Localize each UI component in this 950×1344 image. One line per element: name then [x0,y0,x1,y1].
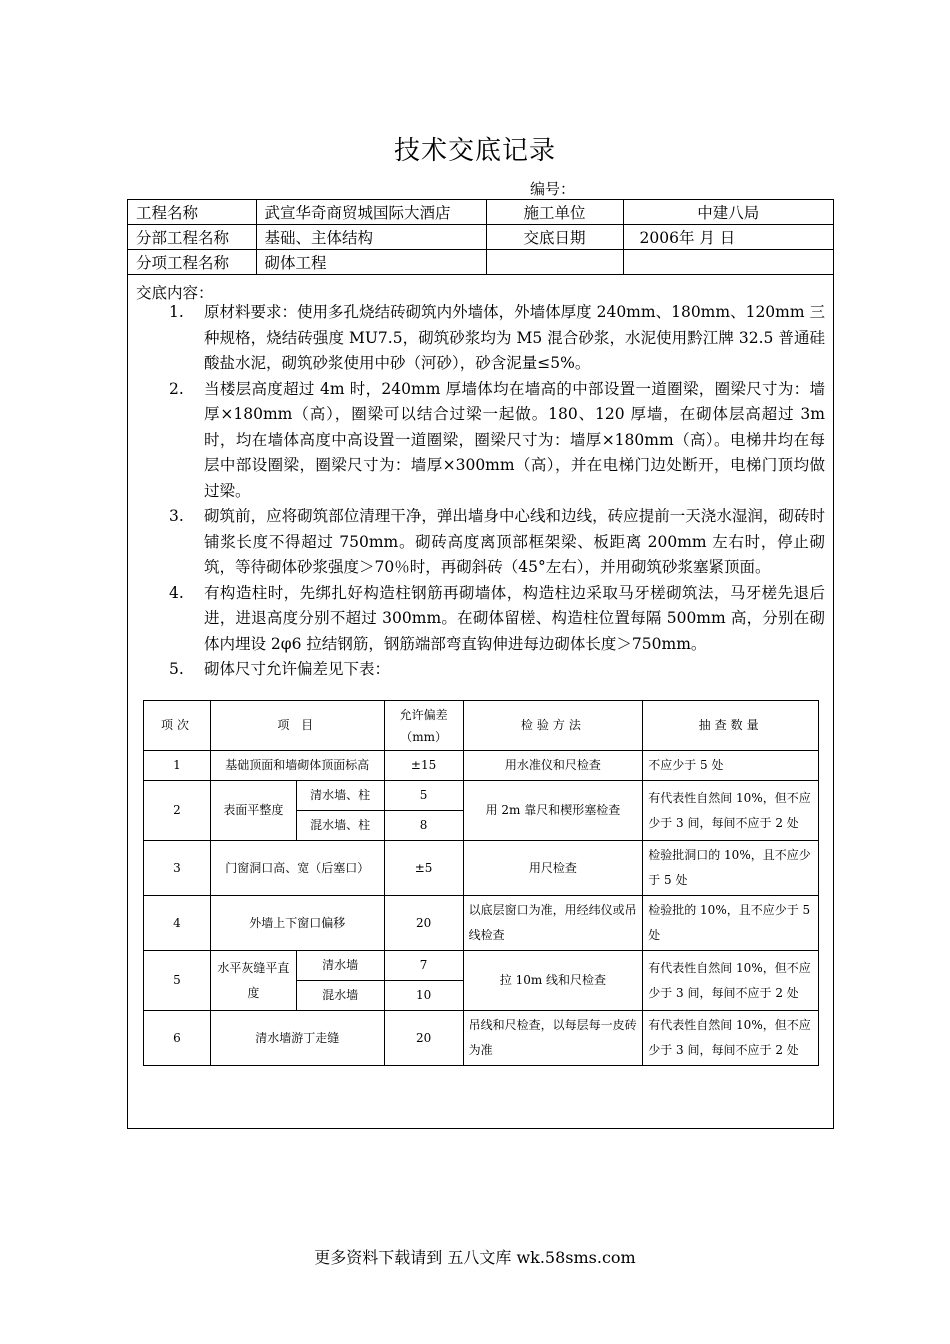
project-name-value: 武宣华奇商贸城国际大酒店 [256,200,486,225]
cell-subitem: 混水墙、柱 [296,811,384,841]
item-text: 砌筑前，应将砌筑部位清理干净，弹出墙身中心线和边线，砖应提前一天浇水湿润，砌砖时铺浆长度不得超过 750mm。砌砖高度离顶部框架梁、板距离 200mm 左右时，停止砌筑，等待砌体砂浆强度＞70％时，再砌斜砖（45°左右），并用砌筑砂浆塞紧顶面。 [204,507,825,576]
table-row [144,951,819,981]
cell-item: 门窗洞口高、宽（后塞口） [210,841,384,896]
item-number: 5. [169,660,184,678]
content-items [128,300,833,683]
header-row [128,200,833,225]
contractor-label: 施工单位 [486,200,623,225]
cell-method: 以底层窗口为准，用经纬仪或吊线检查 [463,896,643,951]
item-number: 1. [169,303,184,321]
content-item [128,657,833,683]
cell-tolerance: 7 [384,951,463,981]
empty-cell [623,250,833,275]
table-header-row [144,701,819,751]
cell-method: 用尺检查 [463,841,643,896]
item-text: 有构造柱时，先绑扎好构造柱钢筋再砌墙体，构造柱边采取马牙槎砌筑法，马牙槎先退后进，进退高度分别不超过 300mm。在砌体留槎、构造柱位置每隔 500mm 高，分别在砌体内埋设 2φ6 拉结钢筋，钢筋端部弯直钩伸进每边砌体长度＞750mm。 [204,583,825,653]
cell-item: 水平灰缝平直度 [210,951,296,1011]
record-frame [127,199,834,1129]
col-header-tolerance: 允许偏差（mm） [384,701,463,751]
project-name-label: 工程名称 [128,200,256,225]
item-number: 3. [169,507,184,525]
cell-tolerance: 20 [384,1011,463,1066]
cell-item: 表面平整度 [210,781,296,841]
item-text: 原材料要求：使用多孔烧结砖砌筑内外墙体，外墙体厚度 240mm、180mm、120mm 三种规格，烧结砖强度 MU7.5，砌筑砂浆均为 M5 混合砂浆，水泥使用黔江牌 32.5 普通硅酸盐水泥，砌筑砂浆使用中砂（河砂），砂含泥量≤5%。 [204,303,825,372]
content-item [128,581,833,658]
cell-no: 5 [144,951,211,1011]
cell-method: 拉 10m 线和尺检查 [463,951,643,1011]
empty-cell [486,250,623,275]
header-row [128,225,833,250]
cell-no: 3 [144,841,211,896]
doc-number-label: 编号： [530,180,576,198]
subitem-label: 分项工程名称 [128,250,256,275]
cell-quantity: 有代表性自然间 10%，但不应少于 3 间，每间不应于 2 处 [643,781,819,841]
cell-item: 基础顶面和墙砌体顶面标高 [210,751,384,781]
cell-tolerance: ±15 [384,751,463,781]
header-row [128,250,833,275]
cell-subitem: 清水墙 [296,951,384,981]
item-text: 砌体尺寸允许偏差见下表： [204,660,391,678]
cell-quantity: 有代表性自然间 10%，但不应少于 3 间，每间不应于 2 处 [643,951,819,1011]
content-item [128,300,833,377]
cell-method: 吊线和尺检查，以每层每一皮砖为准 [463,1011,643,1066]
item-text: 当楼层高度超过 4m 时，240mm 厚墙体均在墙高的中部设置一道圈梁，圈梁尺寸为：墙厚×180mm（高），圈梁可以结合过梁一起做。180、120 厚墙，在砌体层高超过 3m 时，均在墙体高度中高设置一道圈梁，圈梁尺寸为：墙厚×180mm（高）。电梯井均在每层中部设圈梁，圈梁尺寸为：墙厚×300mm（高），并在电梯门边处断开，电梯门顶均做过梁。 [204,379,825,500]
table-row [144,896,819,951]
cell-no: 2 [144,781,211,841]
content-label: 交底内容： [136,284,214,302]
item-number: 4. [169,583,184,602]
cell-quantity: 不应少于 5 处 [643,751,819,781]
table-row [144,781,819,811]
col-header-quantity: 抽查数量 [643,701,819,751]
footer-text: 更多资料下载请到 五八文库 wk.58sms.com [314,1248,636,1267]
cell-no: 1 [144,751,211,781]
table-row [144,751,819,781]
cell-method: 用 2m 靠尺和楔形塞检查 [463,781,643,841]
cell-no: 6 [144,1011,211,1066]
tolerance-table [143,700,819,1066]
division-label: 分部工程名称 [128,225,256,250]
cell-subitem: 清水墙、柱 [296,781,384,811]
col-header-method: 检验方法 [463,701,643,751]
cell-quantity: 检验批洞口的 10%，且不应少于 5 处 [643,841,819,896]
cell-tolerance: 20 [384,896,463,951]
content-item [128,377,833,505]
briefing-date-value: 2006年 月 日 [623,225,833,250]
header-table [128,200,833,275]
col-header-no: 项次 [144,701,211,751]
cell-tolerance: 10 [384,981,463,1011]
table-row [144,1011,819,1066]
cell-subitem: 混水墙 [296,981,384,1011]
item-number: 2. [169,379,184,398]
col-header-item: 项 目 [210,701,384,751]
cell-method: 用水准仪和尺检查 [463,751,643,781]
document-title: 技术交底记录 [393,136,556,166]
contractor-value: 中建八局 [623,200,833,225]
cell-tolerance: 5 [384,781,463,811]
cell-quantity: 检验批的 10%，且不应少于 5 处 [643,896,819,951]
cell-tolerance: 8 [384,811,463,841]
briefing-date-label: 交底日期 [486,225,623,250]
cell-tolerance: ±5 [384,841,463,896]
content-item [128,504,833,581]
cell-quantity: 有代表性自然间 10%，但不应少于 3 间，每间不应于 2 处 [643,1011,819,1066]
cell-item: 外墙上下窗口偏移 [210,896,384,951]
cell-no: 4 [144,896,211,951]
cell-item: 清水墙游丁走缝 [210,1011,384,1066]
table-row [144,841,819,896]
subitem-value: 砌体工程 [256,250,486,275]
division-value: 基础、主体结构 [256,225,486,250]
